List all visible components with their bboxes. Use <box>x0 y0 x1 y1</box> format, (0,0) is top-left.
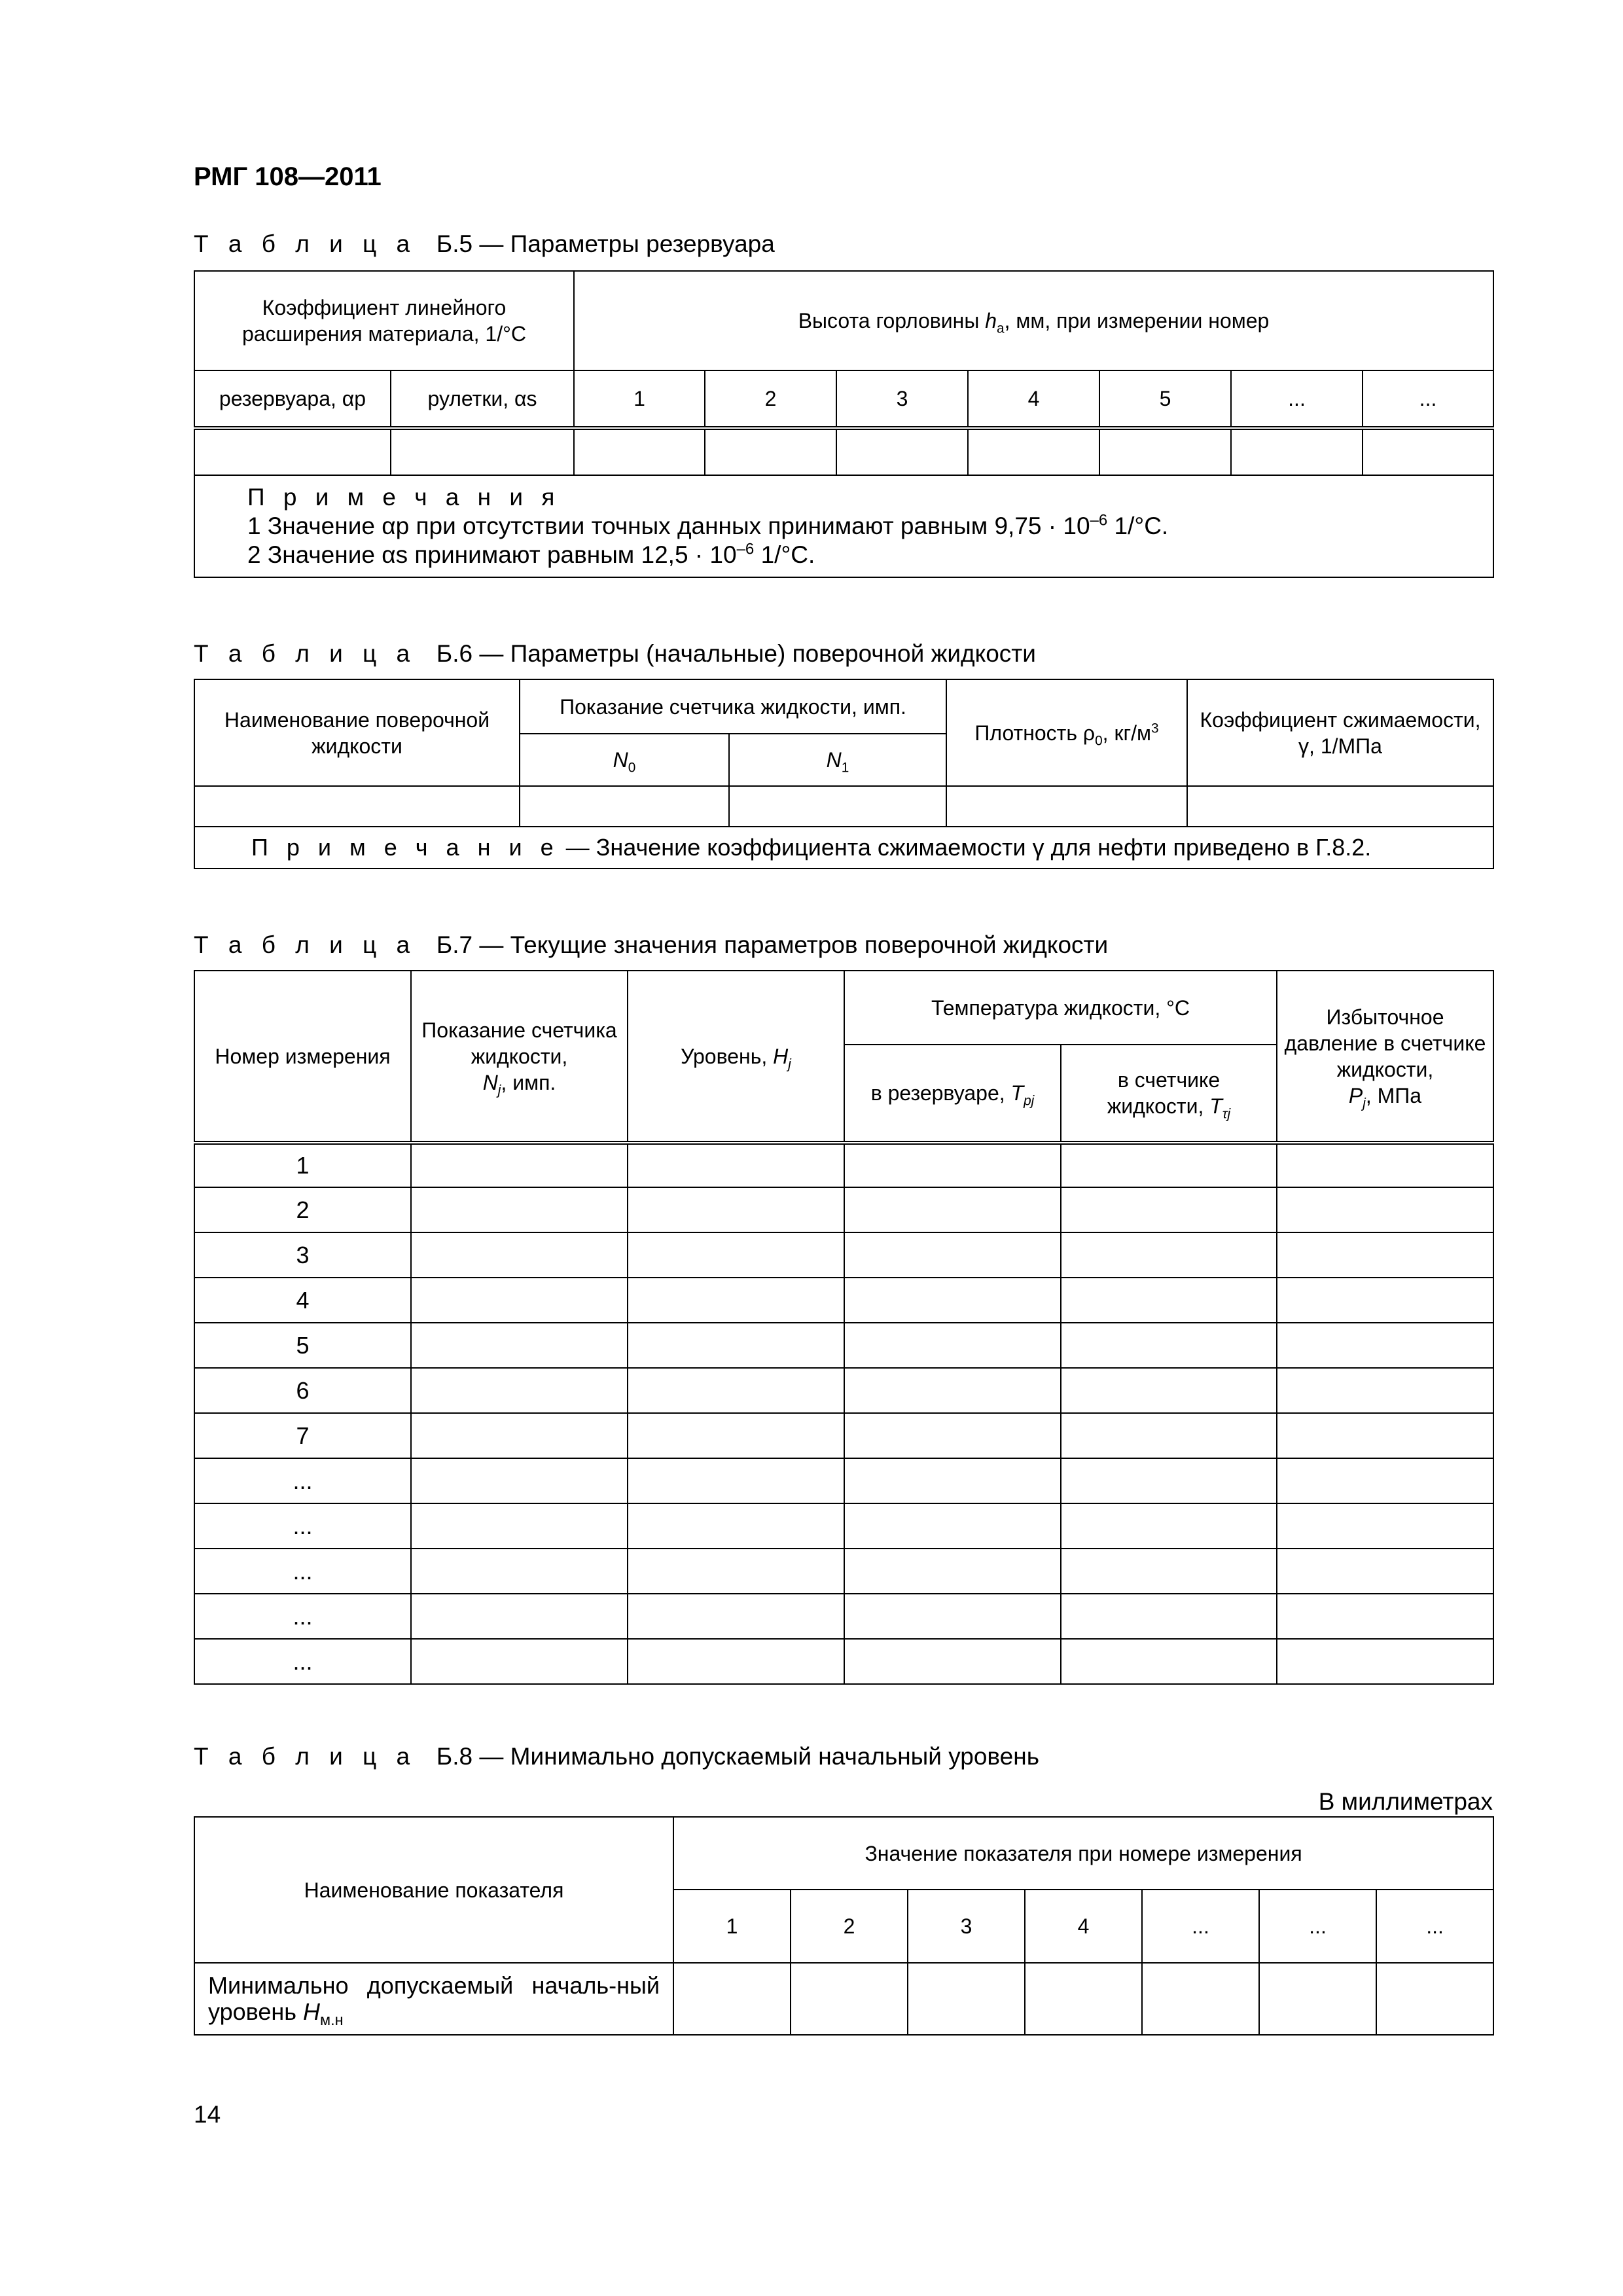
table-b8-caption-title: Б.8 — Минимально допускаемый начальный уровень <box>436 1743 1039 1770</box>
b6-header-n0: $N_0$ <box>520 734 729 786</box>
b5-col-4: 4 <box>968 370 1099 428</box>
table-row: ... <box>194 1639 1493 1684</box>
b6-header-meter: Показание счетчика жидкости, имп. <box>520 679 946 734</box>
b5-notes <box>194 475 1493 577</box>
table-b5 <box>194 270 1494 578</box>
b8-col-3: 3 <box>908 1890 1025 1963</box>
table-row: 2 <box>194 1187 1493 1232</box>
b5-header-coef: Коэффициент линейного расширения материала, 1/°С <box>194 271 574 370</box>
b5-col-7: ... <box>1363 370 1493 428</box>
b5-col-3: 3 <box>836 370 968 428</box>
table-row: 3 <box>194 1232 1493 1278</box>
b8-header-name: Наименование показателя <box>194 1817 673 1963</box>
table-row: 1 <box>194 1143 1493 1187</box>
b5-col-5: 5 <box>1099 370 1231 428</box>
b7-header-temp-meter: в счетчике жидкости, $T_{\tau j}$ <box>1061 1045 1277 1143</box>
table-row: ... <box>194 1458 1493 1503</box>
b8-col-5: ... <box>1142 1890 1259 1963</box>
b7-header-num: Номер измерения <box>194 971 411 1143</box>
b7-header-level: Уровень, $H_j$ <box>628 971 844 1143</box>
table-b8-caption <box>194 1743 1039 1770</box>
b5-header-tank: резервуара, αр <box>194 370 391 428</box>
table-row: 4 <box>194 1278 1493 1323</box>
table-b6 <box>194 679 1494 869</box>
b5-data-row <box>194 428 1493 475</box>
table-row: 6 <box>194 1368 1493 1413</box>
document-code: РМГ 108—2011 <box>194 162 382 191</box>
b7-header-meter: Показание счетчика жидкости, $N_j$, имп. <box>411 971 628 1143</box>
b7-header-pressure: Избыточное давление в счетчике жидкости, $P_j$, МПа <box>1277 971 1493 1143</box>
b7-header-temp-tank: в резервуаре, $T_{pj}$ <box>844 1045 1061 1143</box>
b6-data-row <box>194 786 1493 827</box>
table-b7-caption-title: Б.7 — Текущие значения параметров поверочной жидкости <box>436 931 1109 958</box>
b8-col-6: ... <box>1259 1890 1376 1963</box>
b6-header-compress: Коэффициент сжимаемости, γ, 1/МПа <box>1187 679 1493 786</box>
b8-col-7: ... <box>1376 1890 1493 1963</box>
b5-header-height: Высота горловины $h_a$, мм, при измерении номер <box>574 271 1493 370</box>
table-b7-caption-word: Т а б л и ц а <box>194 931 417 958</box>
b6-header-n1: $N_1$ <box>729 734 946 786</box>
table-row <box>194 1963 1493 2035</box>
table-b5-caption <box>194 230 775 258</box>
b5-col-2: 2 <box>705 370 836 428</box>
table-b6-caption-title: Б.6 — Параметры (начальные) поверочной жидкости <box>436 640 1036 667</box>
b5-col-6: ... <box>1231 370 1363 428</box>
table-b5-caption-word: Т а б л и ц а <box>194 230 417 257</box>
b8-row-label: Минимально допускаемый началь-ный уровень $H_{м.н}$ <box>194 1963 673 2035</box>
b5-note-2: 2 Значение αs принимают равным $12,5 \cdot 10^{-6}$ 1/°С. <box>247 540 815 568</box>
table-b8 <box>194 1816 1494 2036</box>
b5-header-tape: рулетки, αs <box>391 370 574 428</box>
b8-col-1: 1 <box>673 1890 791 1963</box>
units-label: В миллиметрах <box>1318 1788 1493 1815</box>
page-number: 14 <box>194 2101 221 2128</box>
table-b7 <box>194 970 1494 1685</box>
table-b5-caption-title: Б.5 — Параметры резервуара <box>436 230 775 257</box>
b6-note: П р и м е ч а н и е — Значение коэффициента сжимаемости γ для нефти приведено в Г.8.2. <box>194 827 1493 869</box>
table-row: ... <box>194 1594 1493 1639</box>
b6-header-name: Наименование поверочной жидкости <box>194 679 520 786</box>
table-b6-caption <box>194 640 1036 668</box>
table-b8-caption-word: Т а б л и ц а <box>194 1743 417 1770</box>
b8-col-2: 2 <box>791 1890 908 1963</box>
b8-col-4: 4 <box>1025 1890 1142 1963</box>
table-row: ... <box>194 1549 1493 1594</box>
b5-notes-title: П р и м е ч а н и я <box>247 484 561 511</box>
table-row: 7 <box>194 1413 1493 1458</box>
b8-header-value: Значение показателя при номере измерения <box>673 1817 1493 1890</box>
table-b7-caption <box>194 931 1108 959</box>
table-row: 5 <box>194 1323 1493 1368</box>
table-row: ... <box>194 1503 1493 1549</box>
b5-note-1: 1 Значение αр при отсутствии точных данных принимают равным $9,75 \cdot 10^{-6}$ 1/°С. <box>247 511 1169 539</box>
b6-header-density: Плотность $\rho_0$, $кг/м^3$ <box>946 679 1187 786</box>
table-b6-caption-word: Т а б л и ц а <box>194 640 417 667</box>
b7-header-temp: Температура жидкости, °С <box>844 971 1277 1045</box>
b5-col-1: 1 <box>574 370 705 428</box>
